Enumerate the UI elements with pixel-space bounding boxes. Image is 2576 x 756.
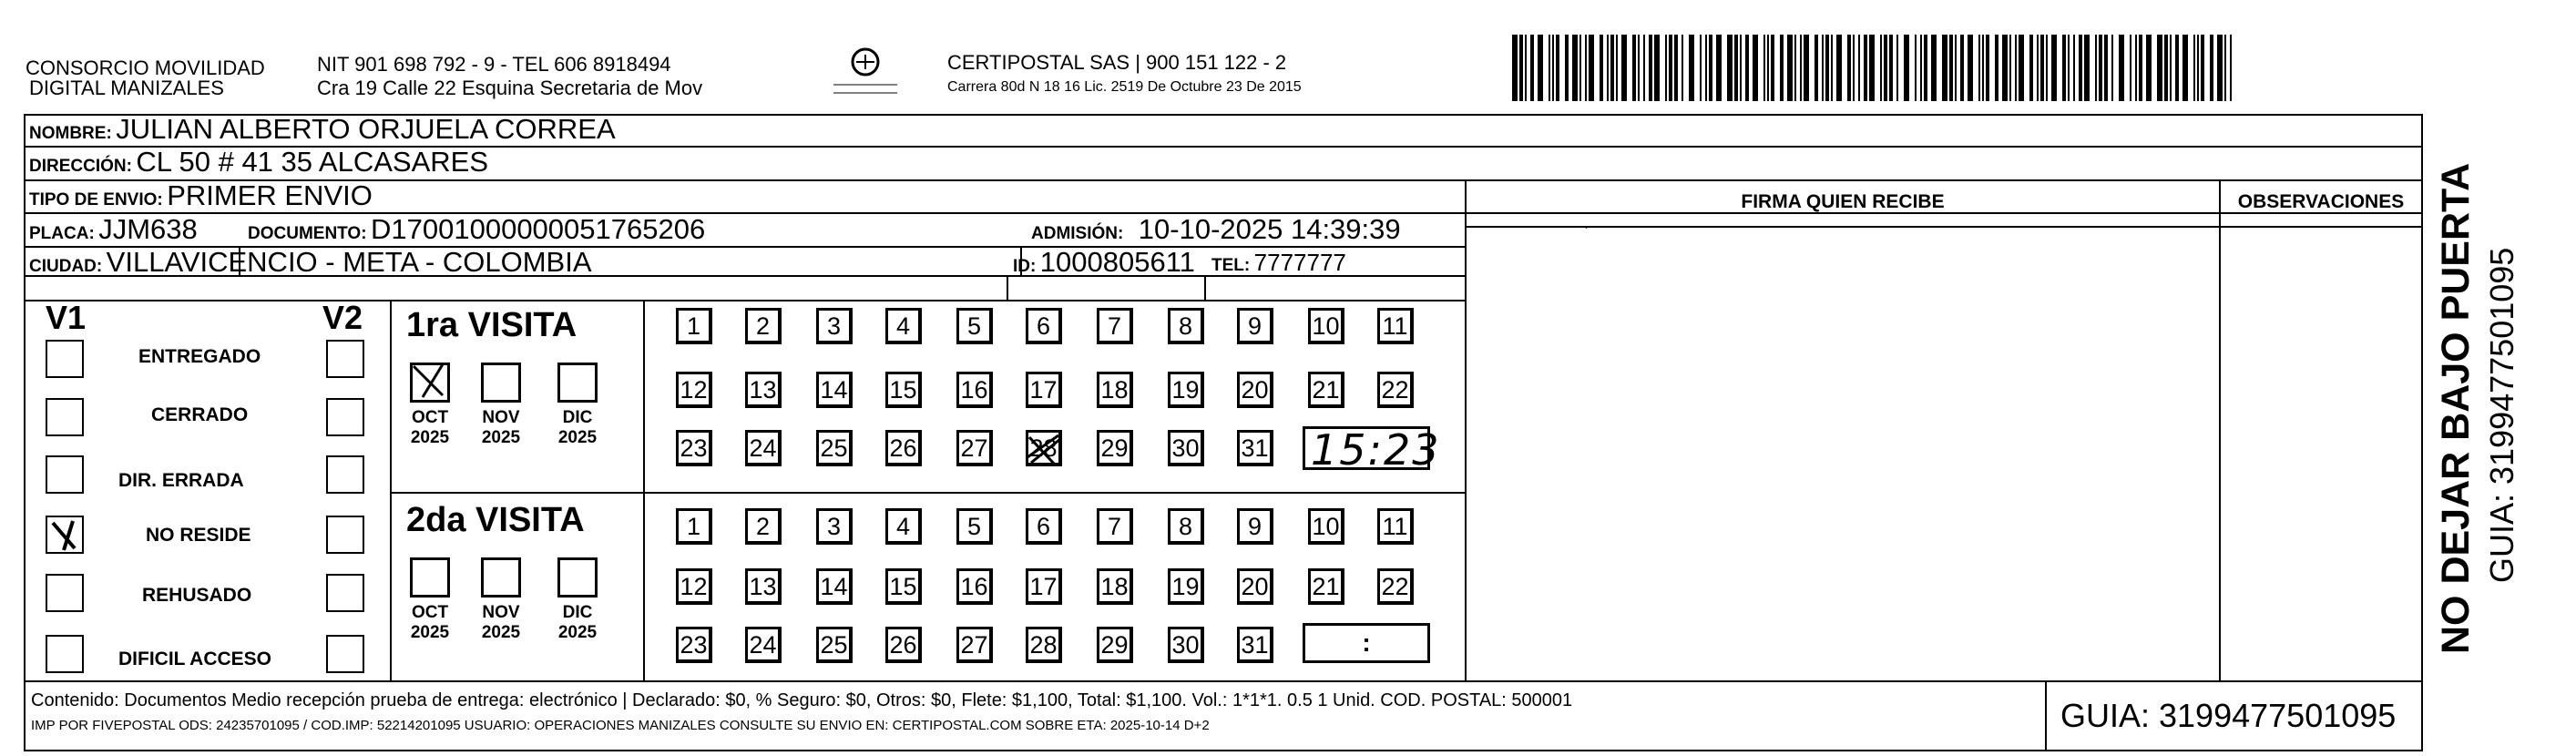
month-label: NOV [482, 408, 520, 427]
barcode-bar [1822, 35, 1824, 101]
company-name-line1: CONSORCIO MOVILIDAD [26, 56, 265, 79]
tipo-label: TIPO DE ENVIO: [29, 190, 163, 209]
placa-value: JJM638 [98, 213, 198, 245]
day-box-24[interactable]: 24 [745, 430, 782, 466]
barcode-bar [2130, 35, 2131, 101]
barcode-bar [1884, 35, 1887, 101]
barcode-bar [1960, 35, 1964, 101]
barcode-bar [2170, 35, 2172, 101]
barcode-bar [2119, 35, 2124, 101]
day-box-5[interactable]: 5 [956, 508, 993, 545]
day-box-11[interactable]: 11 [1377, 508, 1414, 545]
month-checkbox-dic[interactable] [557, 557, 598, 598]
nit-line: NIT 901 698 792 - 9 - TEL 606 8918494 [317, 53, 671, 76]
status-label-no-reside: NO RESIDE [146, 525, 251, 546]
time-box-1[interactable] [1303, 425, 1441, 475]
barcode-bar [1589, 35, 1594, 101]
barcode-bar [2135, 35, 2137, 101]
side-guia: GUIA: 3199477501095 [2483, 247, 2520, 583]
barcode-bar [1825, 35, 1829, 101]
month-checkbox-dic[interactable] [557, 363, 598, 403]
barcode-bar [2157, 35, 2162, 101]
months-col-line [643, 300, 645, 680]
tipo-value: PRIMER ENVIO [167, 179, 373, 211]
row-line-6 [24, 300, 1465, 301]
day-box-16[interactable]: 16 [956, 568, 993, 605]
left-border [24, 114, 26, 750]
barcode-bar [2062, 35, 2066, 101]
firma-mark: ´ [1585, 224, 1590, 242]
barcode-bar [1915, 35, 1917, 101]
barcode-bar [2099, 35, 2102, 101]
barcode-bar [1643, 35, 1645, 101]
barcode-bar [2079, 35, 2082, 101]
col-header-line [1467, 226, 2423, 228]
day-box-30[interactable]: 30 [1168, 430, 1204, 466]
day-box-30[interactable]: 30 [1168, 627, 1204, 663]
day-box-31[interactable]: 31 [1237, 430, 1273, 466]
barcode-bar [1804, 35, 1809, 101]
barcode-bar [1771, 35, 1774, 101]
barcode-bar [1904, 35, 1909, 101]
day-box-13[interactable]: 13 [745, 568, 782, 605]
barcode-bar [1600, 35, 1603, 101]
year-label: 2025 [481, 623, 521, 642]
guia-box-line [2045, 680, 2047, 750]
barcode-bar [2009, 35, 2011, 101]
barcode-bar [2040, 35, 2044, 101]
barcode-bar [1552, 35, 1554, 101]
month-label: DIC [562, 408, 593, 427]
barcode-bar [1700, 35, 1702, 101]
month-year-label [403, 408, 457, 448]
v2-checkbox[interactable] [326, 574, 364, 612]
day-box-7[interactable]: 7 [1097, 308, 1133, 344]
v1-checkbox[interactable] [46, 635, 84, 673]
ciudad-row [29, 246, 592, 284]
barcode-bar [2164, 35, 2168, 101]
status-label-dificil-acceso: DIFICIL ACCESO [118, 649, 272, 669]
barcode-bar [2111, 35, 2113, 101]
tel-row [1211, 246, 1346, 283]
barcode-bar [1610, 35, 1614, 101]
footer-imp: IMP POR FIVEPOSTAL ODS: 24235701095 / COD.IMP: 52214201095 USUARIO: OPERACIONES MANIZALES CONSULTE SU ENVIO EN: CERTIPOSTAL.COM SOBRE ETA: 2025-10-14 D+2 [31, 718, 1210, 733]
footer-contenido: Contenido: Documentos Medio recepción prueba de entrega: electrónico | Declarado: $0, % Seguro: $0, Otros: $0, Flete: $1,100, Total: $1,100. Vol.: 1*1*1. 0.5 1 Unid. COD. POSTAL: 500001 [31, 690, 1573, 710]
barcode-bar [1734, 35, 1738, 101]
day-box-23[interactable]: 23 [676, 627, 712, 663]
barcode-bar [1616, 35, 1618, 101]
v1-label: V1 [46, 299, 87, 336]
barcode-bar [1674, 35, 1678, 101]
barcode-bar [1794, 35, 1796, 101]
status-label-entregado: ENTREGADO [138, 346, 261, 367]
barcode-bar [1709, 35, 1712, 101]
barcode-bar [1753, 35, 1758, 101]
first-visit-title: 1ra VISITA [406, 306, 578, 344]
month-label: NOV [482, 603, 520, 622]
direccion-value: CL 50 # 41 35 ALCASARES [136, 146, 488, 178]
year-label: 2025 [557, 428, 598, 447]
day-box-27[interactable]: 27 [956, 627, 993, 663]
barcode-bar [1864, 35, 1867, 101]
address-line: Cra 19 Calle 22 Esquina Secretaria de Mov [317, 77, 703, 99]
day-box-2[interactable]: 2 [745, 308, 782, 344]
barcode-bar [1931, 35, 1937, 101]
barcode-bar [1549, 35, 1550, 101]
id-label: ID: [1013, 257, 1037, 276]
day-box-1[interactable]: 1 [676, 308, 712, 344]
month-year-label [550, 408, 605, 448]
barcode-bar [2230, 35, 2232, 101]
barcode-bar [1556, 35, 1559, 101]
day-box-1[interactable]: 1 [676, 508, 712, 545]
day-box-24[interactable]: 24 [745, 627, 782, 663]
barcode-bar [1780, 35, 1784, 101]
placa-label: PLACA: [29, 224, 95, 243]
day-box-4[interactable]: 4 [885, 308, 922, 344]
day-box-3[interactable]: 3 [816, 308, 853, 344]
day-box-22[interactable]: 22 [1377, 372, 1414, 408]
day-box-31[interactable]: 31 [1237, 627, 1273, 663]
direccion-row [29, 146, 488, 184]
barcode-bar [1982, 35, 1984, 101]
company-name-line2: DIGITAL MANIZALES [29, 77, 224, 99]
day-box-25[interactable]: 25 [816, 430, 853, 466]
day-box-11[interactable]: 11 [1377, 308, 1414, 344]
barcode-bar [1831, 35, 1833, 101]
barcode-bar [1949, 35, 1953, 101]
day-box-29[interactable]: 29 [1097, 430, 1133, 466]
barcode-bar [1525, 35, 1527, 101]
day-box-16[interactable]: 16 [956, 372, 993, 408]
barcode-bar [2095, 35, 2097, 101]
day-box-21[interactable]: 21 [1308, 568, 1344, 605]
id-value: 1000805611 [1039, 246, 1195, 278]
no-dejar-warning: NO DEJAR BAJO PUERTA [2434, 162, 2478, 654]
status-col-line [390, 300, 392, 680]
day-box-14[interactable]: 14 [816, 568, 853, 605]
month-year-label [550, 603, 605, 643]
admision-value: 10-10-2025 14:39:39 [1138, 213, 1401, 245]
barcode-bar [1853, 35, 1855, 101]
barcode-bar [1968, 35, 1973, 101]
tel-divider [1204, 275, 1206, 300]
barcode-bar [1896, 35, 1898, 101]
year-label: 2025 [557, 623, 598, 642]
barcode-bar [1787, 35, 1793, 101]
documento-label: DOCUMENTO: [248, 224, 367, 243]
row-line-footer [24, 680, 2423, 682]
barcode-bar [1538, 35, 1543, 101]
barcode-bar [1763, 35, 1765, 101]
firma-header: FIRMA QUIEN RECIBE [1741, 191, 1945, 212]
observaciones-header: OBSERVACIONES [2237, 191, 2405, 212]
barcode-bar [1632, 35, 1636, 101]
barcode-bar [1649, 35, 1652, 101]
right-border [2421, 114, 2423, 750]
handwritten-time: 15:23 [1311, 425, 1441, 475]
day-box-25[interactable]: 25 [816, 627, 853, 663]
day-box-19[interactable]: 19 [1168, 372, 1204, 408]
barcode-bar [1955, 35, 1957, 101]
barcode-bar [1665, 35, 1667, 101]
barcode-bar [1836, 35, 1842, 101]
barcode-bar [2139, 35, 2142, 101]
ciudad-value: VILLAVICENCIO - META - COLOMBIA [106, 246, 592, 278]
barcode-bar [1654, 35, 1660, 101]
barcode-bar [2046, 35, 2048, 101]
barcode-bar [1740, 35, 1742, 101]
second-visit-title: 2da VISITA [406, 501, 585, 539]
day-box-23[interactable]: 23 [676, 430, 712, 466]
barcode-bar [1889, 35, 1893, 101]
barcode [1512, 35, 2236, 101]
day-box-10[interactable]: 10 [1308, 308, 1344, 344]
barcode-bar [2002, 35, 2008, 101]
v1-checkbox[interactable] [46, 516, 84, 554]
day-box-17[interactable]: 17 [1026, 372, 1062, 408]
day-box-22[interactable]: 22 [1377, 568, 1414, 605]
month-year-label [403, 603, 457, 643]
nombre-label: NOMBRE: [29, 124, 112, 143]
barcode-bar [2175, 35, 2179, 101]
v2-checkbox[interactable] [326, 340, 364, 378]
barcode-bar [1986, 35, 1989, 101]
barcode-bar [1669, 35, 1672, 101]
direccion-label: DIRECCIÓN: [29, 157, 132, 176]
barcode-bar [1579, 35, 1581, 101]
barcode-bar [1847, 35, 1851, 101]
firma-col-line [1465, 179, 1467, 680]
v2-label: V2 [322, 299, 363, 336]
month-label: OCT [411, 603, 449, 622]
day-box-13[interactable]: 13 [745, 372, 782, 408]
status-label-rehusado: REHUSADO [142, 585, 252, 606]
documento-value: D17001000000051765206 [371, 213, 706, 245]
status-label-cerrado: CERRADO [151, 404, 249, 425]
tel-label: TEL: [1211, 256, 1251, 275]
v2-checkbox[interactable] [326, 516, 364, 554]
barcode-bar [2197, 35, 2199, 101]
month-year-label [474, 603, 528, 643]
barcode-bar [1800, 35, 1802, 101]
barcode-bar [2224, 35, 2226, 101]
day-box-29[interactable]: 29 [1097, 627, 1133, 663]
day-box-20[interactable]: 20 [1237, 372, 1273, 408]
nombre-value: JULIAN ALBERTO ORJUELA CORREA [116, 113, 616, 145]
barcode-bar [2210, 35, 2213, 101]
day-box-14[interactable]: 14 [816, 372, 853, 408]
barcode-bar [1638, 35, 1640, 101]
day-box-15[interactable]: 15 [885, 568, 922, 605]
day-box-28[interactable]: 28 [1026, 430, 1062, 466]
ciudad-label: CIUDAD: [29, 257, 103, 276]
day-box-28[interactable]: 28 [1026, 627, 1062, 663]
day-box-10[interactable]: 10 [1308, 508, 1344, 545]
barcode-bar [1689, 35, 1694, 101]
barcode-bar [1705, 35, 1707, 101]
certipostal-address: Carrera 80d N 18 16 Lic. 2519 De Octubre 23 De 2015 [947, 79, 1302, 95]
day-box-8[interactable]: 8 [1168, 508, 1204, 545]
barcode-bar [1995, 35, 1998, 101]
tel-value: 7777777 [1253, 249, 1346, 276]
month-checkbox-oct[interactable] [410, 557, 450, 598]
barcode-bar [1607, 35, 1609, 101]
barcode-bar [2084, 35, 2090, 101]
id-row [1013, 246, 1195, 284]
year-label: 2025 [410, 623, 450, 642]
day-box-4[interactable]: 4 [885, 508, 922, 545]
barcode-bar [2073, 35, 2075, 101]
visit-divider [390, 492, 1465, 494]
barcode-bar [2182, 35, 2188, 101]
barcode-bar [1530, 35, 1534, 101]
month-label: DIC [562, 603, 593, 622]
barcode-bar [1716, 35, 1722, 101]
barcode-bar [2037, 35, 2039, 101]
row-line-bottom [24, 750, 2423, 751]
barcode-bar [1727, 35, 1733, 101]
day-box-9[interactable]: 9 [1237, 308, 1273, 344]
barcode-bar [1767, 35, 1769, 101]
barcode-bar [1682, 35, 1683, 101]
barcode-bar [1519, 35, 1523, 101]
obs-col-line [2219, 179, 2221, 680]
month-year-label [474, 408, 528, 448]
barcode-bar [1880, 35, 1882, 101]
v1-checkbox[interactable] [46, 340, 84, 378]
barcode-bar [2104, 35, 2108, 101]
day-box-26[interactable]: 26 [885, 627, 922, 663]
day-box-9[interactable]: 9 [1237, 508, 1273, 545]
barcode-bar [1858, 35, 1860, 101]
admision-label: ADMISIÓN: [1031, 224, 1124, 243]
v1-checkbox[interactable] [46, 574, 84, 612]
day-box-19[interactable]: 19 [1168, 568, 1204, 605]
barcode-bar [1924, 35, 1927, 101]
barcode-bar [1814, 35, 1818, 101]
barcode-bar [1621, 35, 1627, 101]
barcode-bar [1585, 35, 1587, 101]
barcode-bar [2068, 35, 2070, 101]
day-box-20[interactable]: 20 [1237, 568, 1273, 605]
day-box-17[interactable]: 17 [1026, 568, 1062, 605]
month-checkbox-nov[interactable] [481, 557, 521, 598]
day-box-26[interactable]: 26 [885, 430, 922, 466]
day-box-8[interactable]: 8 [1168, 308, 1204, 344]
id-divider [1007, 275, 1008, 300]
day-box-6[interactable]: 6 [1026, 308, 1062, 344]
barcode-bar [1869, 35, 1875, 101]
barcode-bar [2015, 35, 2017, 101]
time-box-2[interactable]: : [1303, 623, 1430, 663]
day-box-12[interactable]: 12 [676, 568, 712, 605]
year-label: 2025 [410, 428, 450, 447]
barcode-bar [2051, 35, 2057, 101]
v1-checkbox[interactable] [46, 455, 84, 494]
day-box-3[interactable]: 3 [816, 508, 853, 545]
barcode-bar [2217, 35, 2223, 101]
barcode-bar [1978, 35, 1980, 101]
barcode-bar [1565, 35, 1569, 101]
day-box-5[interactable]: 5 [956, 308, 993, 344]
day-box-27[interactable]: 27 [956, 430, 993, 466]
v1-checkbox[interactable] [46, 398, 84, 436]
v2-checkbox[interactable] [326, 455, 364, 494]
day-box-6[interactable]: 6 [1026, 508, 1062, 545]
day-box-18[interactable]: 18 [1097, 568, 1133, 605]
barcode-bar [1920, 35, 1922, 101]
barcode-bar [1572, 35, 1578, 101]
status-label-dir-errada: DIR. ERRADA [118, 470, 244, 491]
barcode-bar [2201, 35, 2204, 101]
barcode-bar [2193, 35, 2195, 101]
v2-checkbox[interactable] [326, 398, 364, 436]
month-checkbox-nov[interactable] [481, 363, 521, 403]
day-box-7[interactable]: 7 [1097, 508, 1133, 545]
month-label: OCT [411, 408, 449, 427]
day-box-2[interactable]: 2 [745, 508, 782, 545]
certipostal-line: CERTIPOSTAL SAS | 900 151 122 - 2 [947, 51, 1287, 74]
certipostal-logo [824, 42, 906, 106]
barcode-bar [2029, 35, 2033, 101]
barcode-bar [1512, 35, 1518, 101]
barcode-bar [1942, 35, 1947, 101]
day-box-12[interactable]: 12 [676, 372, 712, 408]
month-checkbox-oct[interactable] [410, 363, 450, 403]
guia-box: GUIA: 3199477501095 [2060, 697, 2397, 734]
tipo-row [29, 179, 373, 218]
day-box-15[interactable]: 15 [885, 372, 922, 408]
barcode-bar [2146, 35, 2152, 101]
barcode-bar [2019, 35, 2024, 101]
day-box-21[interactable]: 21 [1308, 372, 1344, 408]
v2-checkbox[interactable] [326, 635, 364, 673]
day-box-18[interactable]: 18 [1097, 372, 1133, 408]
year-label: 2025 [481, 428, 521, 447]
barcode-bar [1745, 35, 1749, 101]
